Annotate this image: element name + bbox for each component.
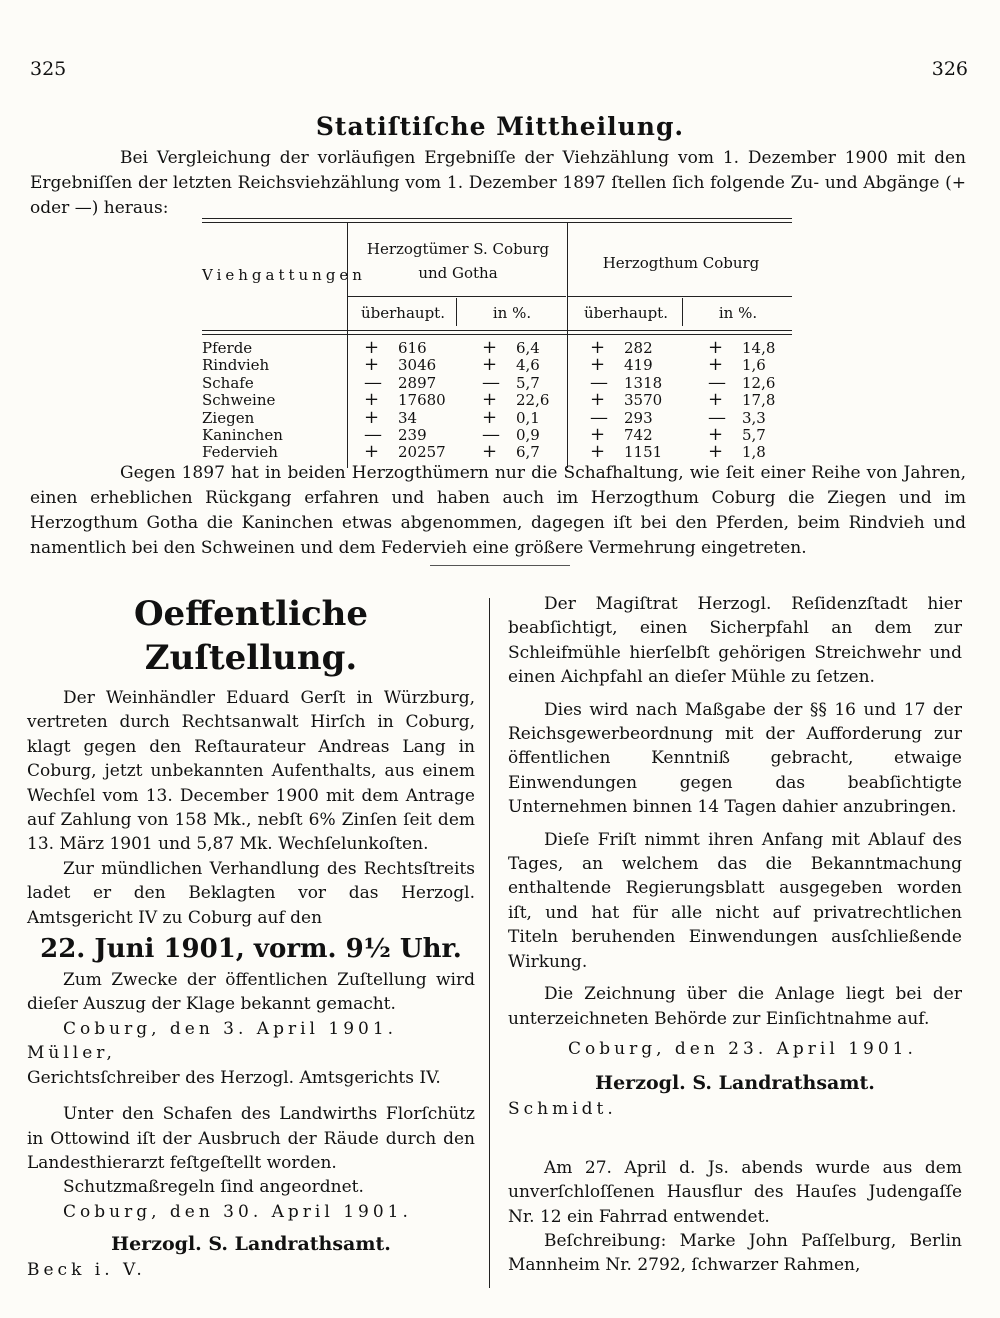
value: 17680	[398, 391, 446, 410]
hearing-date: 22. Juni 1901, vorm. 9½ Uhr.	[40, 934, 462, 965]
sign: —	[590, 371, 608, 393]
notice-paragraph-1: Der Weinhändler Eduard Gerſt in Würzburg, vertreten durch Rechtsanwalt Hirſch in Coburg, klagt gegen den Reſtaurateur Andreas Lang in Coburg, jetzt unbekannten Aufenthalts, aus einem Wechſel vom 13. December 1900 mit dem Antrage auf Zahlung von 158 Mk., nebſt 6% Zinſen ſeit dem 13. März 1901 und 5,87 Mk. Wechſelunkoſten.	[27, 688, 475, 855]
value: 6,7	[516, 443, 540, 462]
table-vline-1	[347, 222, 348, 468]
sign: +	[708, 337, 724, 358]
sheep-notice: Unter den Schafen des Landwirths Florſchütz in Ottowind iſt der Ausbruch der Räude durch den Landesthierarzt feſtgeſtellt worden.	[27, 1104, 475, 1173]
notice-signer-title: Gerichtsſchreiber des Herzogl. Amtsgerichts IV.	[27, 1067, 441, 1088]
value: 5,7	[742, 426, 766, 444]
table-row-label: Federvieh	[202, 443, 278, 462]
sign: +	[708, 389, 724, 411]
sign: +	[590, 424, 606, 445]
table-row-label: Pferde	[202, 339, 253, 357]
sheep-signer: Beck i. V.	[27, 1260, 146, 1281]
table-top-rule	[202, 218, 792, 219]
left-column	[27, 592, 475, 1283]
table-header-group2: Herzogthum Coburg	[602, 254, 760, 272]
header-bottom-rule-2	[202, 334, 792, 335]
group1-rule	[348, 296, 566, 297]
sign: —	[482, 371, 500, 393]
table-cell-percent-all	[482, 443, 546, 461]
magistrat-paragraph-2: Dies wird nach Maßgabe der §§ 16 und 17 der Reichsgewerbeordnung mit der Aufforderung zur öffentlichen Kenntniß gebracht, etwaige Einwendungen gegen das beabſichtigte Unternehmen binnen 14 Tagen dahier anzubringen.	[508, 699, 962, 818]
table-vline-4	[682, 298, 683, 326]
statistics-conclusion: Gegen 1897 hat in beiden Herzogthümern nur die Schafhaltung, wie ſeit einer Reihe von Jahren, einen erheblichen Rückgang erfahren und haben auch im Herzogthum Coburg die Ziegen und im Herzogthum Gotha die Kaninchen etwas abgenommen, dagegen iſt bei den Pferden, beim Rindvieh und namentlich bei den Schweinen und dem Federvieh eine größere Vermehrung eingetreten.	[30, 463, 966, 558]
header-bottom-rule	[202, 330, 792, 331]
value: 6,4	[516, 339, 540, 357]
statistics-title: Statiſtiſche Mittheilung.	[315, 112, 685, 141]
table-top-rule-2	[202, 222, 792, 223]
sign: —	[364, 424, 382, 445]
table-subheader-overall-2: überhaupt.	[584, 304, 668, 322]
value: 5,7	[516, 373, 540, 392]
bicycle-description: Beſchreibung: Marke John Paſſelburg, Berlin Mannheim Nr. 2792, ſchwarzer Rahmen,	[508, 1230, 962, 1276]
sign: +	[590, 337, 606, 358]
page-number-right: 326	[931, 58, 968, 80]
sign: +	[708, 354, 724, 376]
group2-rule	[568, 296, 792, 297]
notice-title: Oeffentliche Zuſtellung.	[133, 594, 369, 678]
table-cell-count-all	[364, 441, 446, 463]
table-row-label: Ziegen	[202, 408, 255, 427]
table-cell-percent-coburg	[708, 443, 768, 461]
value: 3,3	[742, 408, 766, 427]
value: 0,1	[516, 408, 540, 427]
value: 239	[398, 426, 427, 444]
sign: +	[482, 389, 498, 411]
page-number-left: 325	[30, 58, 67, 80]
sign: +	[708, 441, 724, 463]
value: 2897	[398, 373, 437, 392]
value: 22,6	[516, 391, 550, 410]
value: 3046	[398, 356, 437, 375]
notice-paragraph-3: Zum Zwecke der öffentlichen Zuſtellung wird dieſer Auszug der Klage bekannt gemacht.	[27, 970, 475, 1015]
value: 4,6	[516, 356, 540, 375]
value: 1318	[624, 373, 663, 392]
sign: +	[590, 441, 606, 463]
table-row-label: Schweine	[202, 391, 276, 410]
table-subheader-percent-2: in %.	[718, 304, 758, 322]
sign: —	[708, 406, 726, 428]
sign: —	[590, 406, 608, 428]
value: 1,6	[742, 356, 766, 375]
sign: +	[482, 406, 498, 428]
magistrat-paragraph-4: Die Zeichnung über die Anlage liegt bei der unterzeichneten Behörde zur Einſichtnahme auf.	[508, 984, 962, 1029]
bicycle-theft-notice: Am 27. April d. Js. abends wurde aus dem unverſchloſſenen Hausflur des Hauſes Judengaſſe Nr. 12 ein Fahrrad entwendet.	[508, 1157, 962, 1227]
table-header-category: Viehgattungen	[202, 266, 366, 284]
table-vline-3	[567, 222, 568, 468]
table-row-label: Schafe	[202, 373, 254, 392]
value: 0,9	[516, 426, 540, 444]
sign: +	[708, 424, 724, 445]
sign: —	[708, 371, 726, 393]
column-divider	[489, 598, 490, 1288]
magistrat-place-date: Coburg, den 23. April 1901.	[568, 1038, 917, 1059]
sheep-measures: Schutzmaßregeln ſind angeordnet.	[63, 1177, 364, 1198]
magistrat-paragraph-3: Dieſe Friſt nimmt ihren Anfang mit Ablauf des Tages, an welchem das die Bekanntmachung enthaltende Regierungsblatt ausgegeben worden iſt, und hat für alle nicht auf privatrechtlichen Titeln beruhenden Einwendungen ausſchließende Wirkung.	[508, 829, 962, 972]
notice-place-date: Coburg, den 3. April 1901.	[63, 1018, 398, 1039]
table-header-group1-line1: Herzogtümer S. Coburg	[366, 240, 550, 258]
table-row-label: Rindvieh	[202, 356, 270, 375]
value: 34	[398, 408, 418, 427]
sign: +	[482, 441, 498, 463]
value: 12,6	[742, 373, 776, 392]
value: 1151	[624, 443, 663, 462]
value: 3570	[624, 391, 663, 410]
sheep-place-date: Coburg, den 30. April 1901.	[63, 1201, 412, 1222]
magistrat-notice: Der Magiſtrat Herzogl. Reſidenzſtadt hier beabſichtigt, einen Sicherpfahl an dem zur Schleifmühle hierſelbſt gehörigen Streichwehr und einen Aichpfahl an dieſer Mühle zu ſetzen.	[508, 594, 962, 688]
sign: +	[590, 354, 606, 376]
sign: +	[590, 389, 606, 411]
value: 282	[624, 339, 653, 357]
magistrat-signer: Schmidt.	[508, 1099, 617, 1120]
sign: +	[364, 441, 380, 463]
right-column	[508, 592, 962, 1278]
value: 419	[624, 356, 653, 375]
value: 1,8	[742, 443, 766, 462]
table-subheader-overall-1: überhaupt.	[361, 304, 445, 322]
sign: +	[482, 354, 498, 376]
table-row-label: Kaninchen	[202, 426, 283, 444]
section-separator	[430, 565, 570, 566]
magistrat-authority: Herzogl. S. Landrathsamt.	[595, 1072, 875, 1095]
value: 17,8	[742, 391, 776, 410]
value: 616	[398, 339, 427, 357]
notice-paragraph-2: Zur mündlichen Verhandlung des Rechtsſtreits ladet er den Beklagten vor das Herzogl. Amtsgericht IV zu Coburg auf den	[27, 858, 475, 928]
sign: +	[364, 389, 380, 411]
statistics-intro: Bei Vergleichung der vorläufigen Ergebniſſe der Viehzählung vom 1. Dezember 1900 mit den Ergebniſſen der letzten Reichsviehzählung vom 1. Dezember 1897 ſtellen ſich folgende Zu- und Abgänge (+ oder —) heraus:	[30, 148, 966, 218]
value: 742	[624, 426, 653, 444]
sign: —	[482, 424, 500, 445]
table-vline-2	[456, 298, 457, 326]
sign: +	[364, 406, 380, 428]
value: 293	[624, 408, 653, 427]
notice-signer: Müller,	[27, 1043, 116, 1064]
value: 14,8	[742, 339, 776, 357]
table-cell-count-coburg	[590, 443, 670, 461]
sign: —	[364, 371, 382, 393]
table-header-group1-line2: und Gotha	[418, 264, 498, 282]
sheep-authority: Herzogl. S. Landrathsamt.	[111, 1233, 391, 1256]
sign: +	[364, 354, 380, 376]
value: 20257	[398, 443, 446, 462]
sign: +	[482, 337, 498, 358]
sign: +	[364, 337, 380, 358]
table-subheader-percent-1: in %.	[492, 304, 532, 322]
